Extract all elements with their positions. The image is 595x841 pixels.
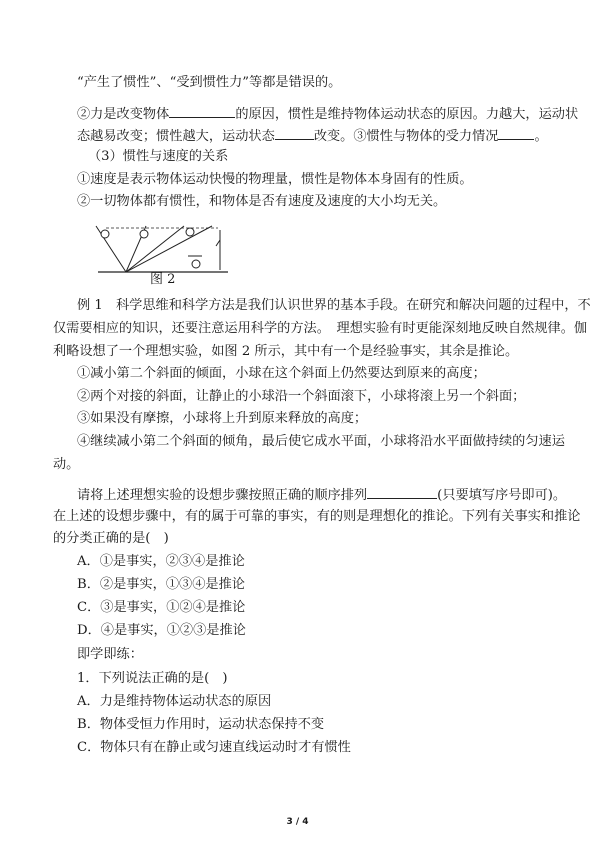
option-c: C．③是事实，①②④是推论 [77, 600, 246, 615]
page-number: 3 / 4 [286, 817, 309, 827]
option-a: A．①是事实，②③④是推论 [77, 554, 245, 569]
text-line: 例 1 科学思维和科学方法是我们认识世界的基本手段。在研究和解决问题的过程中，不 [77, 298, 591, 313]
text-line: 利略设想了一个理想实验，如图 2 所示，其中有一个是经验事实，其余是推论。 [53, 344, 519, 359]
text-segment: 。 [534, 129, 548, 144]
option-b: B．②是事实，①③④是推论 [77, 577, 245, 592]
option-a: A．力是维持物体运动状态的原因 [77, 694, 272, 709]
right-slope-medium [126, 226, 184, 272]
height-arrow [216, 240, 220, 246]
text-segment: 改变。③惯性与物体的受力情况 [313, 129, 499, 144]
text-segment: ②力是改变物体 [77, 107, 170, 122]
question: 1．下列说法正确的是( ) [77, 671, 228, 686]
fill-blank [367, 485, 437, 499]
text-segment: (只要填写序号即可)。 [437, 488, 567, 503]
text-line: “产生了惯性”、“受到惯性力”等都是错误的。 [77, 75, 342, 90]
text-line: 的分类正确的是( ) [53, 531, 169, 546]
text-line: 动。 [53, 457, 80, 472]
option-c: C．物体只有在静止或匀速直线运动时才有惯性 [77, 740, 351, 755]
text-line: ①减小第二个斜面的倾面，小球在这个斜面上仍然要达到原来的高度； [77, 366, 486, 381]
text-line: 仅需要相应的知识，还要注意运用科学的方法。 理想实验有时更能深刻地反映自然规律。伽 [53, 321, 588, 336]
left-slope [96, 226, 126, 272]
figure-caption: 图 2 [150, 272, 176, 287]
text-segment: 态越易改变；惯性越大，运动状态 [77, 129, 275, 144]
text-line [77, 126, 548, 146]
text-line: ④继续减小第二个斜面的倾角，最后使它成水平面，小球将沿水平面做持续的匀速运 [77, 434, 565, 449]
fill-blank [275, 126, 314, 140]
ball [140, 230, 148, 238]
option-d: D．④是事实，①②③是推论 [77, 623, 246, 638]
fill-blank [169, 104, 235, 118]
section-heading: 即学即练： [77, 647, 143, 662]
text-line: ②两个对接的斜面，让静止的小球沿一个斜面滚下，小球将滚上另一个斜面； [77, 389, 526, 404]
option-b: B．物体受恒力作用时，运动状态保持不变 [77, 717, 325, 732]
text-line: ②一切物体都有惯性，和物体是否有速度及速度的大小均无关。 [77, 194, 447, 209]
ball [192, 260, 200, 268]
text-segment: 请将上述理想实验的设想步骤按照正确的顺序排列 [77, 488, 368, 503]
text-line [77, 485, 566, 505]
text-segment: 的原因，惯性是维持物体运动状态的原因。力越大，运动状 [235, 107, 579, 122]
ball [101, 230, 109, 238]
fill-blank [498, 126, 534, 140]
ball [186, 228, 194, 236]
text-line: ①速度是表示物体运动快慢的物理量，惯性是物体本身固有的性质。 [77, 172, 473, 187]
text-line [77, 104, 578, 124]
section-heading: （3）惯性与速度的关系 [88, 149, 229, 164]
text-line: 在上述的设想步骤中，有的属于可靠的事实，有的则是理想化的推论。下列有关事实和推论 [53, 509, 581, 524]
text-line: ③如果没有摩擦，小球将上升到原来释放的高度； [77, 411, 368, 426]
